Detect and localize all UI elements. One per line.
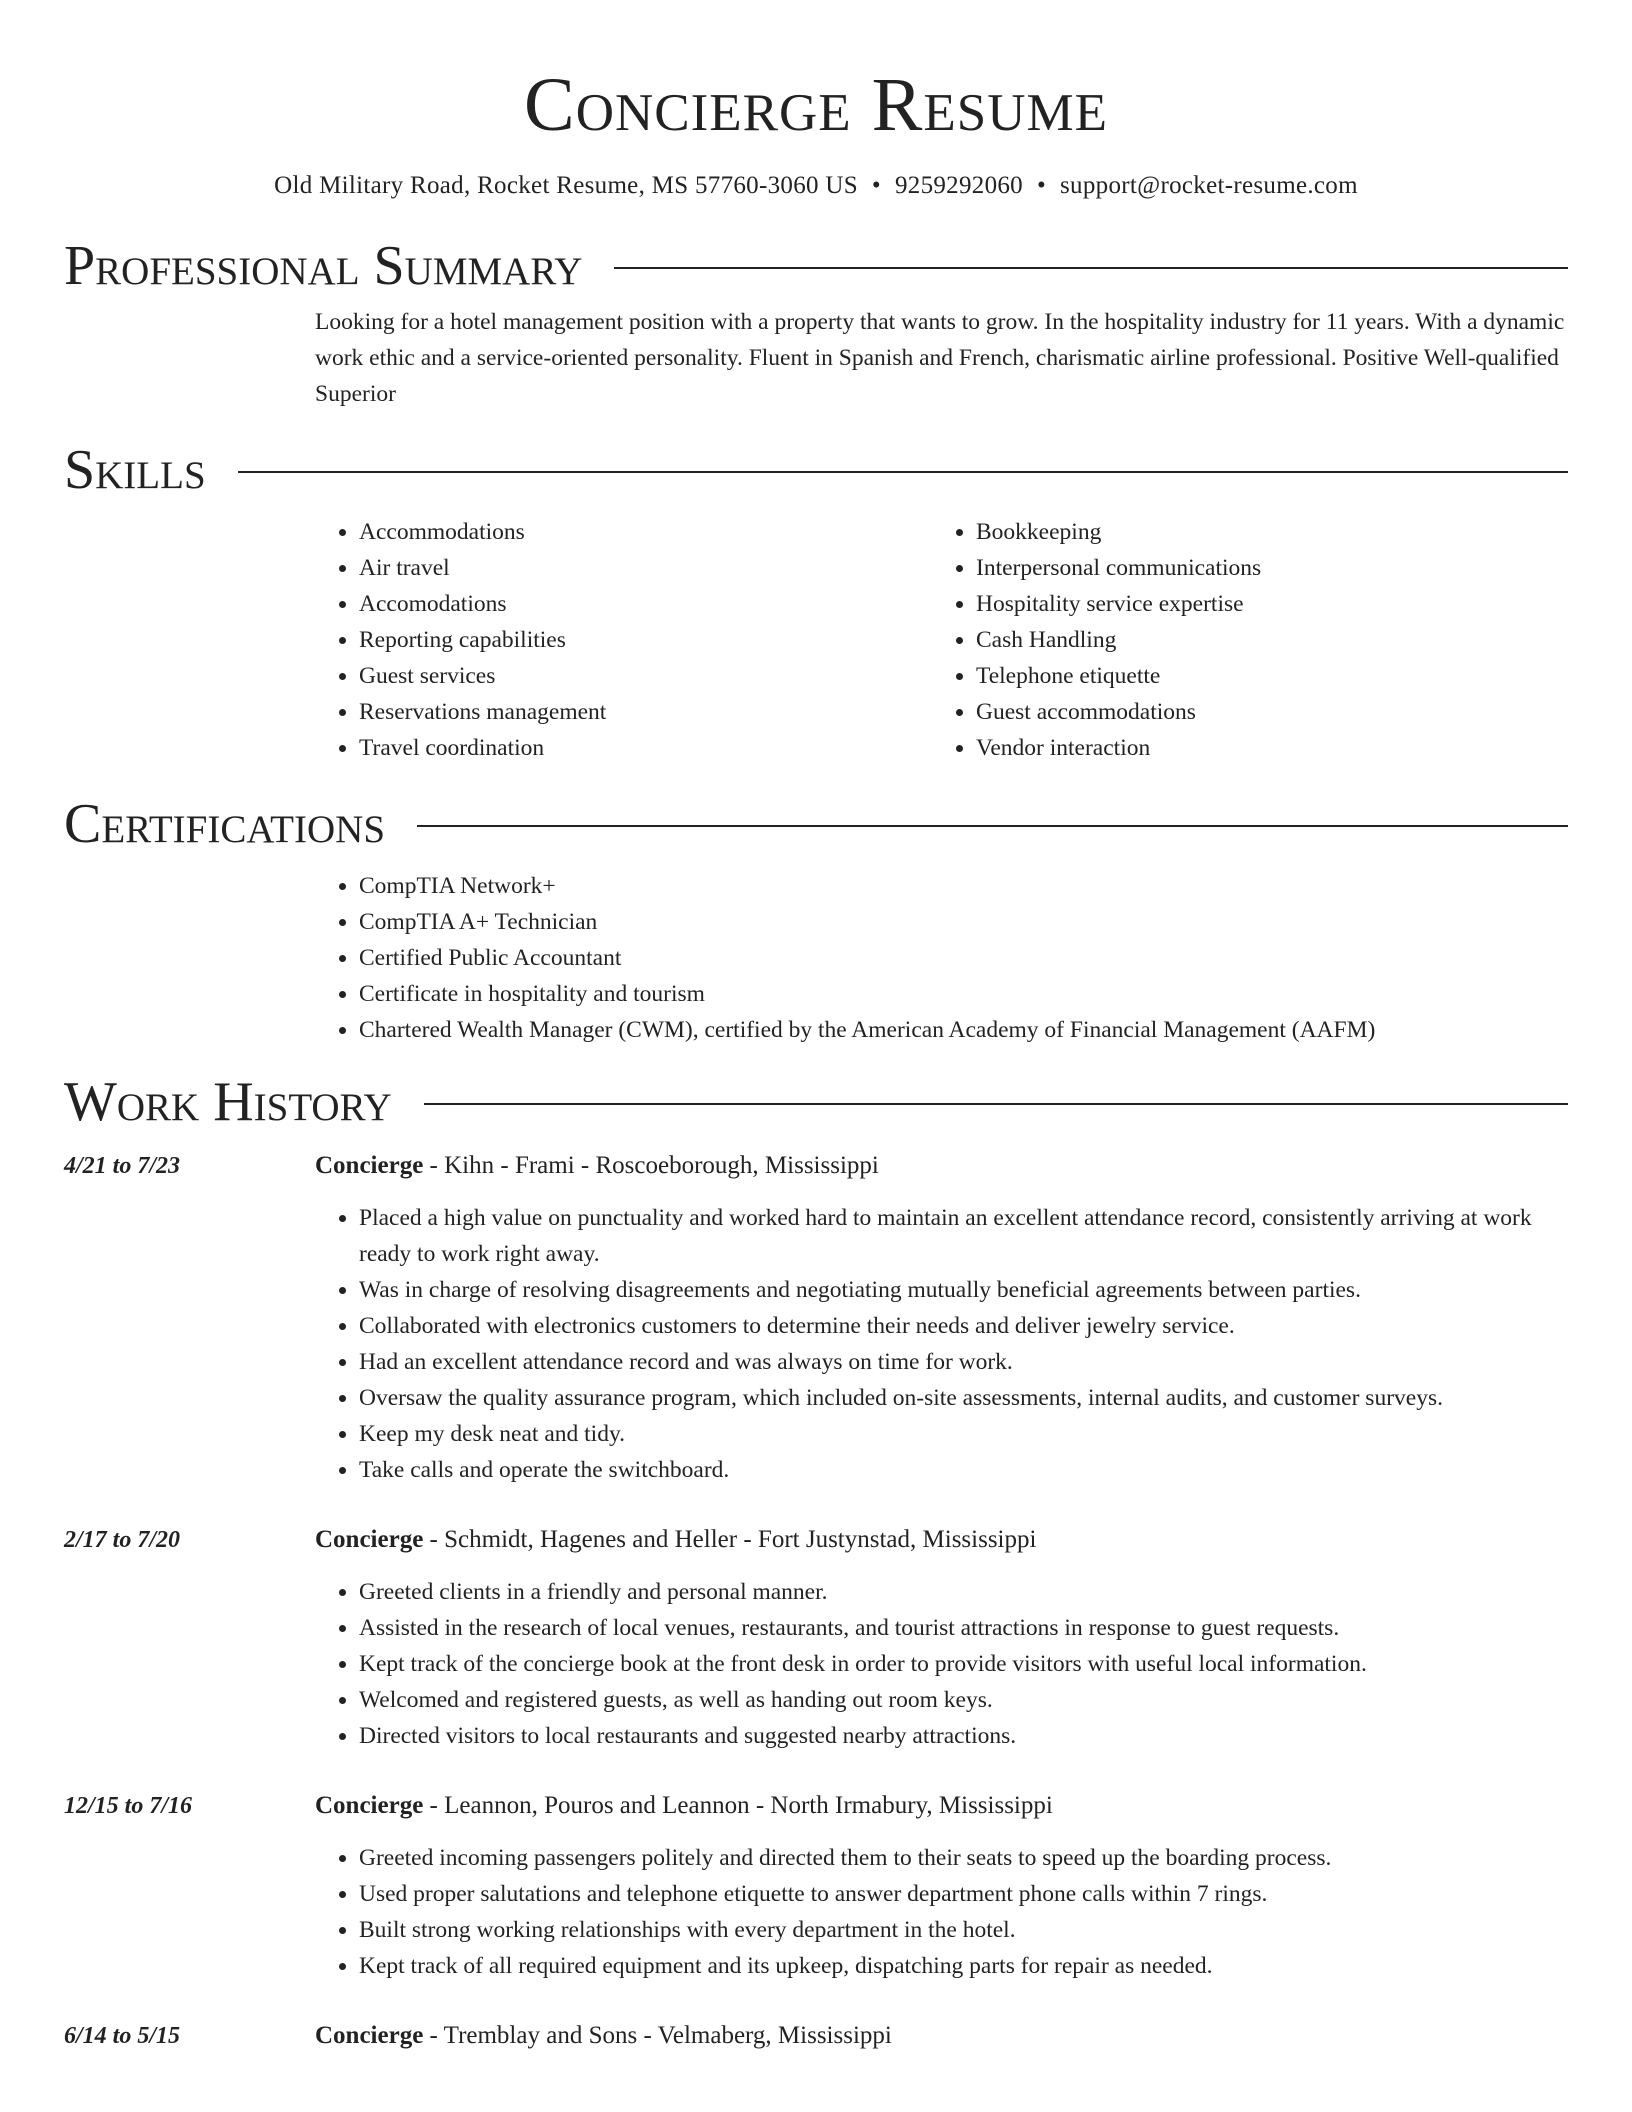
- job-main: [315, 2018, 1568, 2054]
- job-dates: 12/15 to 7/16: [64, 1793, 193, 1819]
- job-bullet: • Assisted in the research of local venues, restaurants, and tourist attractions in response to guest requests.: [359, 1610, 1568, 1646]
- skills-column-right: [932, 514, 1549, 766]
- skills-heading: Skills: [64, 439, 206, 501]
- certifications-heading: Certifications: [64, 793, 386, 855]
- skill-item: • Vendor interaction: [976, 730, 1549, 766]
- work-section-header: [64, 1072, 1568, 1132]
- certification-item: • Certificate in hospitality and tourism: [359, 976, 1568, 1012]
- job-bullet: • Directed visitors to local restaurants and suggested nearby attractions.: [359, 1718, 1568, 1754]
- contact-separator: •: [1036, 172, 1047, 199]
- job-bullet: • Kept track of the concierge book at the front desk in order to provide visitors with useful local information.: [359, 1646, 1568, 1682]
- section-divider: [238, 471, 1568, 473]
- job-entry: [64, 2018, 1568, 2054]
- job-bullet: • Greeted clients in a friendly and personal manner.: [359, 1574, 1568, 1610]
- job-bullet: • Oversaw the quality assurance program, which included on-site assessments, internal audits, and customer surveys.: [359, 1380, 1568, 1416]
- work-heading: Work History: [64, 1071, 392, 1133]
- section-divider: [417, 825, 1568, 827]
- job-heading: [315, 1522, 1568, 1558]
- job-role: Concierge: [315, 1526, 424, 1553]
- skill-item: • Reporting capabilities: [359, 622, 932, 658]
- job-dates: 6/14 to 5/15: [64, 2023, 181, 2049]
- job-bullet: • Take calls and operate the switchboard.: [359, 1452, 1568, 1488]
- contact-line: [64, 170, 1568, 202]
- job-heading: [315, 2018, 1568, 2054]
- section-divider: [614, 267, 1568, 269]
- skill-item: • Reservations management: [359, 694, 932, 730]
- skills-section-header: [64, 440, 1568, 500]
- job-bullet: • Keep my desk neat and tidy.: [359, 1416, 1568, 1452]
- certification-item: • CompTIA Network+: [359, 868, 1568, 904]
- job-role: Concierge: [315, 2022, 424, 2049]
- job-main: [315, 1522, 1568, 1754]
- summary-section-header: [64, 236, 1568, 296]
- resume-page: [64, 0, 1568, 2054]
- job-details: - Schmidt, Hagenes and Heller - Fort Justynstad, Mississippi: [423, 1526, 1037, 1553]
- skill-item: • Air travel: [359, 550, 932, 586]
- job-entry: [64, 1522, 1568, 1754]
- summary-heading: Professional Summary: [64, 235, 583, 297]
- skill-item: • Telephone etiquette: [976, 658, 1549, 694]
- contact-phone: 9259292060: [894, 172, 1023, 199]
- job-bullet: • Built strong working relationships with every department in the hotel.: [359, 1912, 1568, 1948]
- job-main: [315, 1788, 1568, 1984]
- contact-separator: •: [871, 172, 881, 199]
- job-bullet: • Had an excellent attendance record and was always on time for work.: [359, 1344, 1568, 1380]
- job-entry: [64, 1788, 1568, 1984]
- skills-column-left: [315, 514, 932, 766]
- job-bullet: • Was in charge of resolving disagreements and negotiating mutually beneficial agreements between parties.: [359, 1272, 1568, 1308]
- contact-address: Old Military Road, Rocket Resume, MS 57760-3060 US: [274, 172, 858, 199]
- skills-grid: [315, 514, 1568, 766]
- skill-item: • Travel coordination: [359, 730, 932, 766]
- skill-item: • Interpersonal communications: [976, 550, 1549, 586]
- job-bullet: • Kept track of all required equipment and its upkeep, dispatching parts for repair as needed.: [359, 1948, 1568, 1984]
- job-details: - Kihn - Frami - Roscoeborough, Mississippi: [423, 1152, 879, 1179]
- job-bullet: • Greeted incoming passengers politely and directed them to their seats to speed up the boarding process.: [359, 1840, 1568, 1876]
- skill-item: • Bookkeeping: [976, 514, 1549, 550]
- summary-text: Looking for a hotel management position with a property that wants to grow. In the hospitality industry for 11 years. With a dynamic work ethic and a service-oriented personality. Fluent in Spanish and French, charismatic airline professional. Positive Well-qualified Superior: [315, 309, 1565, 407]
- contact-email[interactable]: support@rocket-resume.com: [1060, 172, 1358, 199]
- job-dates: 2/17 to 7/20: [64, 1527, 181, 1553]
- skill-item: • Accommodations: [359, 514, 932, 550]
- section-divider: [424, 1103, 1568, 1105]
- job-details: - Tremblay and Sons - Velmaberg, Mississippi: [423, 2022, 892, 2049]
- skill-item: • Guest accommodations: [976, 694, 1549, 730]
- certifications-list: [315, 868, 1568, 1048]
- skill-item: • Hospitality service expertise: [976, 586, 1549, 622]
- skill-item: • Cash Handling: [976, 622, 1549, 658]
- certification-item: • Chartered Wealth Manager (CWM), certified by the American Academy of Financial Management (AAFM): [359, 1012, 1568, 1048]
- job-heading: [315, 1148, 1568, 1184]
- job-bullet: • Placed a high value on punctuality and worked hard to maintain an excellent attendance record, consistently arriving at work ready to work right away.: [359, 1200, 1568, 1272]
- skill-item: • Guest services: [359, 658, 932, 694]
- job-bullet: • Welcomed and registered guests, as well as handing out room keys.: [359, 1682, 1568, 1718]
- certification-item: • CompTIA A+ Technician: [359, 904, 1568, 940]
- job-details: - Leannon, Pouros and Leannon - North Irmabury, Mississippi: [423, 1792, 1053, 1819]
- job-role: Concierge: [315, 1792, 424, 1819]
- certification-item: • Certified Public Accountant: [359, 940, 1568, 976]
- job-entry: [64, 1148, 1568, 1488]
- job-bullet: • Used proper salutations and telephone etiquette to answer department phone calls within 7 rings.: [359, 1876, 1568, 1912]
- job-bullet: • Collaborated with electronics customers to determine their needs and deliver jewelry service.: [359, 1308, 1568, 1344]
- resume-title: Concierge Resume: [524, 63, 1108, 147]
- job-heading: [315, 1788, 1568, 1824]
- job-dates: 4/21 to 7/23: [64, 1153, 181, 1179]
- certifications-section-header: [64, 794, 1568, 854]
- job-main: [315, 1148, 1568, 1488]
- job-role: Concierge: [315, 1152, 424, 1179]
- skill-item: • Accomodations: [359, 586, 932, 622]
